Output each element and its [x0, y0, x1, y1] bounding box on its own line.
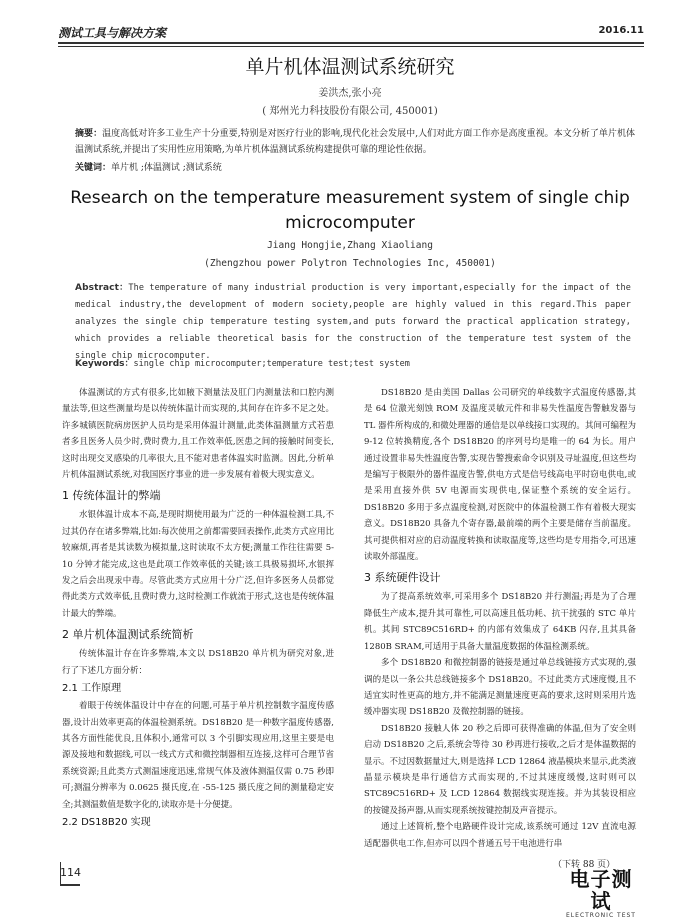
section-2-1-paragraph: 着眼于传统体温设计中存在的问题,可基于单片机控制数字温度传感器,设计出效率更高的体温检测系统。DS18B20 是一种数字温度传感器,其各方面性能优良,且体积小,通常可以 3 个引脚实现应用,这里主要是电源及接地和数据线,可以一线式方式和微控制器相互连接,这样可合理节省系统资源;且此类方式测温速度迅速,常规气体及液体测温仅需 0.75 秒即可;测温分辨率为 0.0625 摄氏度,在 -55-125 摄氏度之间的测量稳定安全;其测温数值是数字化的,读取亦是十分便捷。	[62, 701, 334, 810]
logo-main-text: 电子测试	[569, 867, 633, 913]
keywords-chinese-label: 关键词：	[75, 163, 112, 173]
body-column-right	[364, 385, 636, 852]
keywords-english-label: Keywords：	[75, 359, 134, 369]
section-1-paragraph: 水银体温计成本不高,是现时期使用最为广泛的一种体温检测工具,不过其仍存在诸多弊端,比如:每次使用之前都需要回表操作,此类方式应用比较麻烦,再者是其读数为模拟量,这时读取不太方便;测量工作往往需要 5-10 分钟才能完成,这也是此项工作效率低的关键;该工具极易损坏,水银挥发之后会出现汞中毒。尽管此类方式应用十分广泛,但许多医务人员都觉得此类方式效率低,且费时费力,这时检测工作就流于形式,这也是传统体温计最大的弊端。	[62, 510, 334, 619]
body-column-left	[62, 385, 334, 832]
ds18b20-paragraph: DS18B20 是由美国 Dallas 公司研究的单线数字式温度传感器,其是 64 位激光刻蚀 ROM 及温度灵敏元件和非易失性温度告警触发器与 TL 器件所构成的,和微处理器的通信是以单线接口实现的。其间可编程为 9-12 位转换精度,各个 DS18B20 的序列号均是唯一的 64 为长。用户通过设置非易失性温度告警,实现告警搜索命令识别及寻址温度,但这些均是编写于极限外的器件温度告警,供电方式是信号线高电平时窃电供电,或是采用直接外供 5V 电源而实现供电,保证整个系统的安全运行。DS18B20 多用于多点温度检测,对医院中的体温检测工作有着极大现实意义。DS18B20 具备九个寄存器,最前端的两个主要是储存当前温度。其可提供相对应的启动温度转换和读取温度等,这些均是专用指令,可迅速读取外部温度。	[364, 388, 636, 563]
section-2-1-heading: 2.1 工作原理	[62, 683, 122, 695]
keywords-chinese	[75, 160, 635, 173]
section-2-heading: 2 单片机体温测试系统简析	[62, 628, 194, 642]
section-2-paragraph: 传统体温计存在许多弊端,本文以 DS18B20 单片机为研究对象,进行了下述几方面分析：	[62, 649, 334, 676]
section-3-heading: 3 系统硬件设计	[364, 571, 441, 585]
journal-logo	[561, 868, 641, 919]
hardware-paragraph-4: 通过上述简析,整个电路硬件设计完成,该系统可通过 12V 直流电源适配器供电工作,但亦可以四个普通五号干电池进行串	[364, 822, 636, 849]
page-number-underline	[60, 884, 80, 886]
keywords-english	[75, 356, 631, 369]
hardware-paragraph-2: 多个 DS18B20 和微控制器的链接是通过单总线链接方式实现的,强调的是以一条公共总线链接多个 DS18B20。不过此类方式速度慢,且不适宜实时性更高的地方,并不能满足测量速度更高的要求,这时则采用片选缓冲器实现 DS18B20 及微控制器的链接。	[364, 658, 636, 718]
title-chinese: 单片机体温测试系统研究	[245, 56, 455, 78]
continued-note: （下转 88 页）	[553, 860, 616, 870]
journal-section-title: 测试工具与解决方案	[58, 26, 167, 40]
keywords-english-text: single chip microcomputer;temperature test;test system	[133, 359, 410, 369]
affiliation-chinese: ( 郑州光力科技股份有限公司, 450001)	[262, 106, 438, 117]
title-english: Research on the temperature measurement system of single chip microcomputer	[70, 188, 630, 233]
intro-paragraph: 体温测试的方式有很多,比如腋下测量法及肛门内测量法和口腔内测量法等,但这些测量均是以传统体温计而实现的,其间存在许多不足之处。许多城镇医院病房医护人员均是采用体温计测量,此类体温测量方式若患者多且医务人员少时,费时费力,且工作效率低,医患之间的接触时间变长,这时出现交叉感染的几率很大,且不能对患者体温实时监测。因此,分析单片机体温测试系统,对我国医疗事业的进一步发展有着极大现实意义。	[62, 388, 334, 481]
affiliation-english: (Zhengzhou power Polytron Technologies Inc, 450001)	[204, 258, 496, 269]
hardware-paragraph-3: DS18B20 接触人体 20 秒之后即可获得准确的体温,但为了安全则启动 DS18B20 之后,系统会等待 30 秒再进行接收,之后才是体温数据的显示。不过因数据量过大,则是选择 LCD 12864 液晶模块来显示,此类液晶显示模块是串行通信方式而实现的,不过其速度缓慢,这时则可以 STC89C516RD+ 及 LCD 12864 数据线实现连接。并为其装设相应的按键及扬声器,从而实现系统按键控制及声音提示。	[364, 723, 637, 816]
journal-header	[58, 22, 644, 44]
keywords-chinese-text: 单片机 ;体温测试 ;测试系统	[111, 163, 222, 173]
abstract-english-text: The temperature of many industrial production is very important,especially for the impact of the medical industry,the development of modern society,people are highly valued in this regard.This paper analyzes the single chip temperature testing system,and puts forward the practical application strategy, which provides a reliable theoretical basis for the construction of the temperature test system of the single chip microcomputer.	[75, 283, 631, 361]
page-number: 114	[60, 866, 81, 879]
authors-chinese: 姜洪杰,张小亮	[318, 88, 382, 99]
issue-date: 2016.11	[598, 25, 644, 36]
abstract-english-label: Abstract：	[75, 283, 129, 293]
abstract-chinese-text: 温度高低对许多工业生产十分重要,特别是对医疗行业的影响,现代化社会发展中,人们对此方面工作亦是高度重视。本文分析了单片机体温测试系统,并提出了实用性应用策略,为单片机体温测试系统构建提供可靠的理论性依据。	[75, 129, 635, 155]
authors-english: Jiang Hongjie,Zhang Xiaoliang	[267, 240, 433, 251]
hardware-paragraph-1: 为了提高系统效率,可采用多个 DS18B20 并行测温;再是为了合理降低生产成本,提升其可靠性,可以高速且低功耗、抗干扰强的 STC 单片机。其间 STC89C516RD+ 的内部有效集成了 64KB 闪存,且其具备 1280B SRAM,可适用于具备大量温度数据的体温检测系统。	[364, 592, 636, 652]
section-1-heading: 1 传统体温计的弊端	[62, 489, 161, 503]
logo-sub-text: ELECTRONIC TEST	[566, 912, 636, 919]
abstract-english	[75, 280, 631, 365]
section-2-2-heading: 2.2 DS18B20 实现	[62, 816, 151, 828]
abstract-chinese-label: 摘要：	[75, 129, 103, 139]
abstract-chinese	[75, 126, 635, 158]
